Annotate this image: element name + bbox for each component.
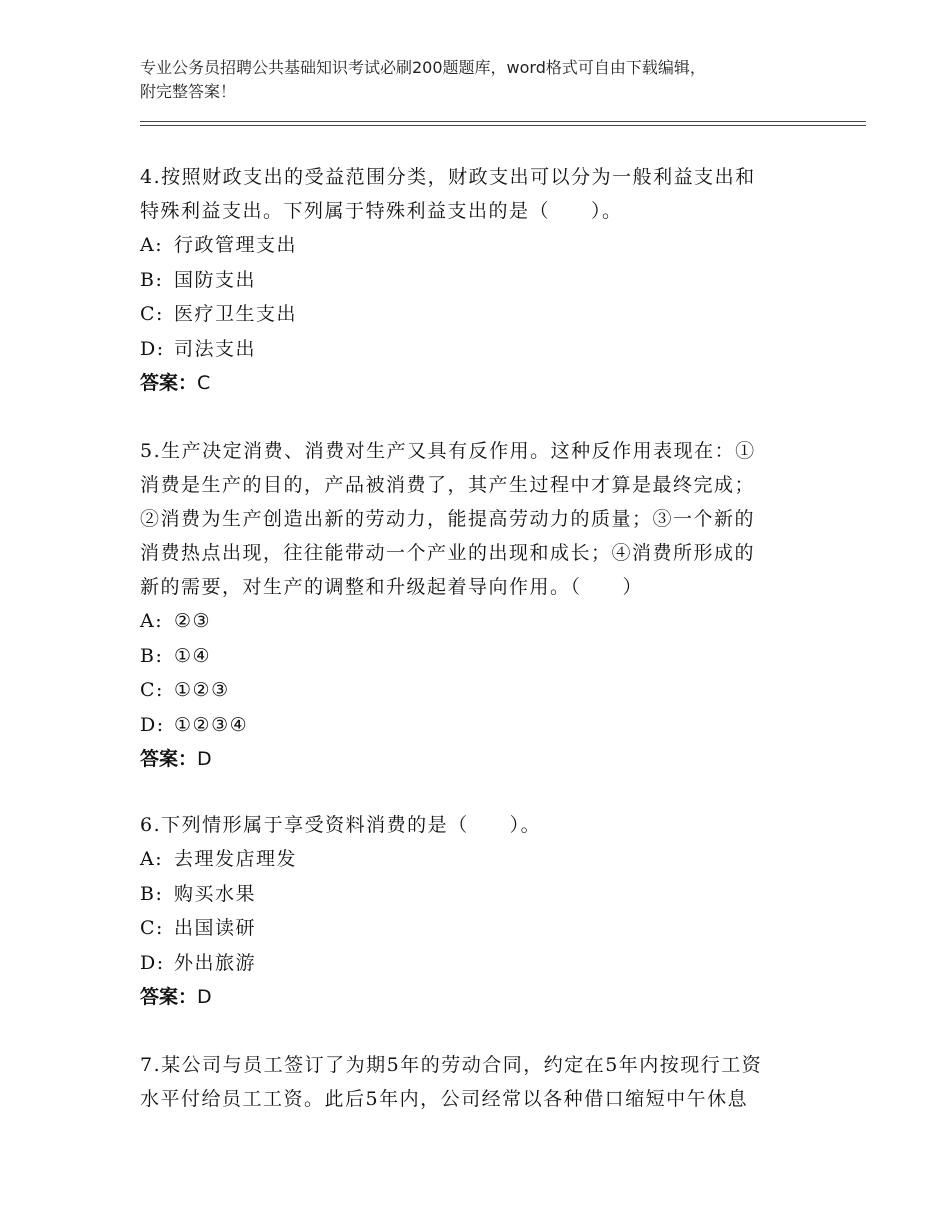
answer-value: D: [197, 986, 212, 1008]
answer-label: 答案：: [140, 372, 198, 394]
option-letter: A:: [140, 610, 164, 632]
option-text: 医疗卫生支出: [174, 303, 298, 325]
option-letter: D:: [140, 951, 165, 974]
option-text: 去理发店理发: [174, 848, 298, 870]
stem-line: 新的需要，对生产的调整和升级起着导向作用。（ ）: [140, 576, 644, 598]
option-letter: A:: [140, 848, 164, 870]
question-5: [140, 434, 820, 776]
question-4: [140, 160, 820, 400]
answer-value: C: [197, 372, 211, 394]
stem-line: 水平付给员工工资。此后5年内，公司经常以各种借口缩短中午休息: [140, 1088, 749, 1110]
option-letter: B:: [140, 882, 164, 905]
answer-line: [140, 742, 820, 776]
option-text: 购买水果: [174, 882, 257, 905]
answer-label: 答案：: [140, 986, 198, 1008]
option-text: ①②③④: [174, 713, 249, 736]
question-stem: [140, 808, 820, 842]
option-text: ①②③: [174, 679, 230, 701]
question-7: [140, 1048, 820, 1116]
option-a: [140, 228, 820, 263]
header-line-1: 专业公务员招聘公共基础知识考试必刷200题题库，word格式可自由下载编辑，: [140, 58, 706, 77]
stem-line: ②消费为生产创造出新的劳动力，能提高劳动力的质量；③一个新的: [140, 508, 756, 530]
question-6: [140, 808, 820, 1014]
option-b: [140, 639, 820, 674]
header-divider-top: [140, 121, 866, 122]
stem-line: 7.某公司与员工签订了为期5年的劳动合同，约定在5年内按现行工资: [140, 1054, 763, 1076]
option-d: [140, 708, 820, 743]
stem-line: 4.按照财政支出的受益范围分类，财政支出可以分为一般利益支出和: [140, 166, 756, 188]
question-stem: [140, 434, 820, 604]
option-a: [140, 604, 820, 639]
option-letter: C:: [140, 917, 164, 939]
option-text: 国防支出: [174, 268, 257, 291]
answer-value: D: [197, 748, 212, 770]
option-a: [140, 842, 820, 877]
stem-line: 消费热点出现，往往能带动一个产业的出现和成长；④消费所形成的: [140, 542, 756, 564]
option-letter: D:: [140, 713, 165, 736]
header-line-2: 附完整答案！: [140, 82, 237, 101]
option-text: 外出旅游: [174, 951, 257, 974]
page-header: [140, 56, 860, 104]
answer-line: [140, 980, 820, 1014]
option-d: [140, 946, 820, 981]
option-c: [140, 911, 820, 946]
option-letter: C:: [140, 679, 164, 701]
stem-line: 消费是生产的目的，产品被消费了，其产生过程中才算是最终完成；: [140, 474, 756, 496]
option-letter: B:: [140, 644, 164, 667]
stem-line: 特殊利益支出。下列属于特殊利益支出的是（ ）。: [140, 200, 623, 222]
option-letter: D:: [140, 337, 165, 360]
option-c: [140, 673, 820, 708]
answer-line: [140, 366, 820, 400]
option-text: ②③: [174, 610, 212, 632]
option-letter: C:: [140, 303, 164, 325]
option-letter: B:: [140, 268, 164, 291]
question-stem: [140, 1048, 820, 1116]
option-text: 司法支出: [174, 337, 257, 360]
option-d: [140, 332, 820, 367]
option-text: 行政管理支出: [174, 234, 298, 256]
option-letter: A:: [140, 234, 164, 256]
option-text: ①④: [174, 644, 212, 667]
option-text: 出国读研: [174, 917, 257, 939]
option-b: [140, 263, 820, 298]
question-stem: [140, 160, 820, 228]
option-b: [140, 877, 820, 912]
stem-line: 6.下列情形属于享受资料消费的是（ ）。: [140, 814, 542, 836]
stem-line: 5.生产决定消费、消费对生产又具有反作用。这种反作用表现在：①: [140, 440, 756, 462]
answer-label: 答案：: [140, 748, 198, 770]
option-c: [140, 297, 820, 332]
header-divider-bottom: [140, 125, 866, 126]
